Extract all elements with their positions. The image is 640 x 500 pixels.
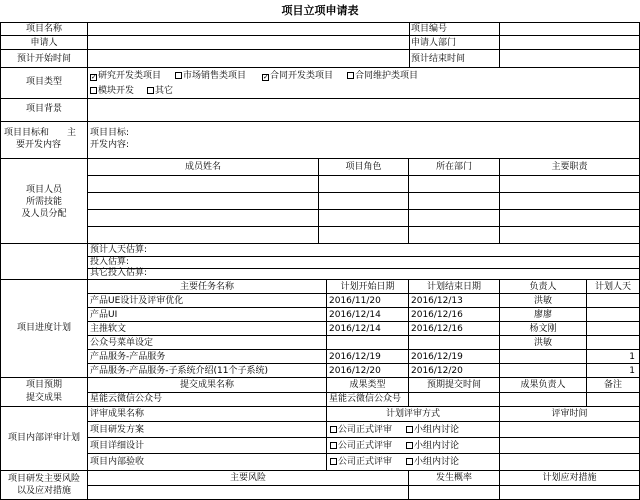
project-name-label: 项目名称 — [25, 24, 62, 34]
checkbox-icon[interactable] — [406, 426, 413, 433]
risk-col-measures: 计划应对措施 — [542, 473, 597, 483]
review-item: 项目研发方案 — [90, 425, 145, 435]
checkbox-checked-icon[interactable] — [90, 74, 97, 81]
review-method-group[interactable]: 小组内讨论 — [406, 456, 459, 468]
deliverable-col-name: 提交成果名称 — [179, 380, 234, 390]
task-name: 产品服务-产品服务-子系统介绍(11个子系统) — [90, 366, 268, 376]
task-owner: 廖廖 — [533, 310, 552, 320]
staff-label-line2: 所需技能 — [25, 197, 62, 207]
form-title: 项目立项申请表 — [281, 4, 359, 17]
type-option-other[interactable]: 其它 — [147, 85, 173, 97]
task-end: 2016/12/13 — [411, 296, 463, 306]
deliverable-col-type: 成果类型 — [349, 380, 386, 390]
goal-label-line1: 项目目标和 主 — [4, 128, 77, 138]
checkbox-icon[interactable] — [330, 458, 337, 465]
type-option-contract-maint[interactable]: 合同维护类项目 — [347, 70, 418, 82]
type-option-contract-dev[interactable]: ✓ 合同开发类项目 — [262, 70, 333, 82]
staff-col-name: 成员姓名 — [184, 162, 221, 172]
staff-col-role: 项目角色 — [345, 162, 382, 172]
task-name: 主推软文 — [90, 324, 127, 334]
task-start: 2016/12/20 — [329, 366, 381, 376]
review-method-formal[interactable]: 公司正式评审 — [330, 440, 392, 452]
risk-col-probability: 发生概率 — [435, 473, 472, 483]
estimate-other: 其它投入估算: — [90, 268, 148, 278]
type-option-module[interactable]: 模块开发 — [90, 85, 134, 97]
staff-col-dept: 所在部门 — [435, 162, 472, 172]
risk-col-risk: 主要风险 — [229, 473, 266, 483]
task-end: 2016/12/19 — [411, 352, 463, 362]
review-method-formal[interactable]: 公司正式评审 — [330, 456, 392, 468]
task-owner: 洪敏 — [533, 296, 552, 306]
staff-col-duty: 主要职责 — [551, 162, 588, 172]
checkbox-icon[interactable] — [175, 72, 182, 79]
project-no-label: 项目编号 — [411, 24, 448, 34]
goal-label-line2: 要开发内容 — [16, 140, 62, 150]
risk-label-line1: 项目研发主要风险 — [7, 474, 80, 484]
applicant-label: 申请人 — [30, 38, 58, 48]
project-type-label: 项目类型 — [25, 77, 62, 87]
deliverable-col-time: 预期提交时间 — [426, 380, 481, 390]
task-days: 1 — [629, 352, 635, 362]
task-start: 2016/12/14 — [329, 310, 381, 320]
checkbox-icon[interactable] — [347, 72, 354, 79]
deliverable-col-owner: 成果负责人 — [520, 380, 566, 390]
checkbox-icon[interactable] — [330, 426, 337, 433]
task-name: 产品UE设计及评审优化 — [90, 296, 184, 306]
deliverable-col-note: 备注 — [603, 380, 622, 390]
deliverables-label-line2: 提交成果 — [25, 393, 62, 403]
risk-label-line2: 以及应对措施 — [16, 486, 71, 496]
applicant-dept-label: 申请人部门 — [411, 38, 457, 48]
checkbox-icon[interactable] — [406, 442, 413, 449]
content-line: 开发内容: — [90, 140, 130, 150]
review-item: 项目内部验收 — [90, 457, 145, 467]
review-method-formal[interactable]: 公司正式评审 — [330, 424, 392, 436]
task-name: 产品UI — [90, 310, 118, 320]
task-start: 2016/12/19 — [329, 352, 381, 362]
task-end: 2016/12/16 — [411, 310, 463, 320]
deliverable-name: 星能云微信公众号 — [90, 394, 163, 404]
planned-start-label: 预计开始时间 — [16, 54, 71, 64]
review-method-group[interactable]: 小组内讨论 — [406, 440, 459, 452]
task-end: 2016/12/16 — [411, 324, 463, 334]
schedule-label: 项目进度计划 — [16, 323, 71, 333]
review-method-group[interactable]: 小组内讨论 — [406, 424, 459, 436]
type-option-rd[interactable]: ✓研究开发类项目 — [90, 70, 161, 82]
estimate-investment: 投入估算: — [90, 257, 130, 267]
task-end: 2016/12/20 — [411, 366, 463, 376]
task-days: 1 — [629, 366, 635, 376]
checkbox-icon[interactable] — [90, 87, 97, 94]
staff-label-line3: 及人员分配 — [21, 209, 67, 219]
type-option-sales[interactable]: 市场销售类项目 — [175, 70, 246, 82]
estimate-person-days: 预计人天估算: — [90, 245, 148, 255]
review-item: 项目详细设计 — [90, 441, 145, 451]
planned-end-label: 预计结束时间 — [411, 54, 466, 64]
checkbox-icon[interactable] — [147, 87, 154, 94]
task-start: 2016/12/14 — [329, 324, 381, 334]
deliverable-type: 星能云微信公众号 — [329, 394, 402, 404]
goal-line: 项目目标: — [90, 128, 130, 138]
background-label: 项目背景 — [25, 104, 62, 114]
review-label: 项目内部评审计划 — [7, 433, 80, 443]
checkbox-checked-icon[interactable] — [262, 74, 269, 81]
review-col-time: 评审时间 — [551, 409, 588, 419]
schedule-col-end: 计划结束日期 — [426, 282, 481, 292]
review-col-name: 评审成果名称 — [90, 409, 145, 419]
schedule-col-days: 计划人天 — [594, 282, 631, 292]
schedule-col-owner: 负责人 — [529, 282, 557, 292]
task-owner: 洪敏 — [533, 338, 552, 348]
task-start: 2016/11/20 — [329, 296, 381, 306]
deliverables-label-line1: 项目预期 — [25, 380, 62, 390]
staff-label-line1: 项目人员 — [25, 185, 62, 195]
review-col-method: 计划评审方式 — [385, 409, 440, 419]
schedule-col-start: 计划开始日期 — [340, 282, 395, 292]
task-name: 公众号菜单设定 — [90, 338, 154, 348]
checkbox-icon[interactable] — [406, 458, 413, 465]
schedule-col-task: 主要任务名称 — [179, 282, 234, 292]
task-owner: 杨文刚 — [529, 324, 557, 334]
checkbox-icon[interactable] — [330, 442, 337, 449]
task-name: 产品服务-产品服务 — [90, 352, 166, 362]
